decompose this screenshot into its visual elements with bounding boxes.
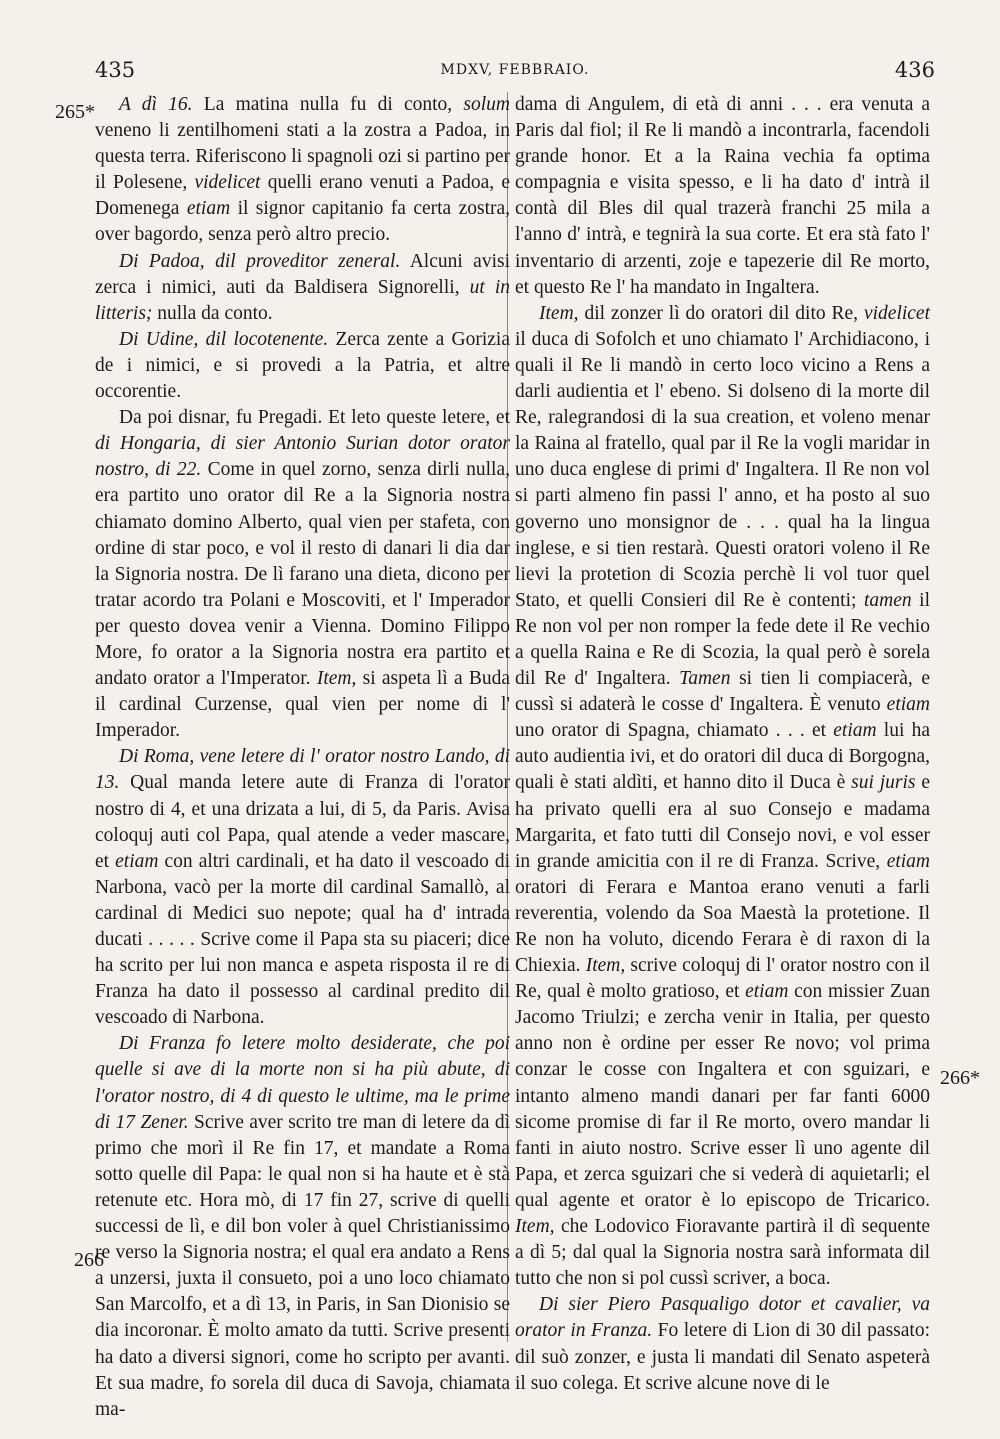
italic-text: Di Padoa, dil proveditor zeneral. <box>119 250 401 272</box>
left-page-number: 435 <box>95 58 136 82</box>
margin-number: 265* <box>55 101 95 123</box>
italic-text: Item, <box>316 668 357 690</box>
italic-text: Di Roma, vene letere di l' orator nostro Lando, di 13. <box>95 746 510 794</box>
paragraph <box>515 92 930 301</box>
italic-text: etiam <box>745 981 789 1003</box>
italic-text: etiam <box>886 850 931 872</box>
body-text: La matina nulla fu di conto, <box>203 94 453 115</box>
body-text: oratori di Ferara e Mantoa erano venuti a farli reverentia, volendo da Soa Maestà la protetione. Il Re non ha voluto, dicendo Ferara è di raxon di la Chiexia. <box>515 876 930 977</box>
italic-text: etiam <box>186 198 231 220</box>
right-column <box>515 92 930 1397</box>
paragraph <box>515 301 930 1293</box>
italic-text: etiam <box>115 850 159 872</box>
body-text: si aspeta lì a Buda il cardinal Curzense, qual vien per nome di l' Imperador. <box>95 668 511 742</box>
running-title: MDXV, FEBBRAIO. <box>440 62 590 78</box>
body-text: con missier Zuan Jacomo Triulzi; e zercha venir in Italia, per questo anno non è ordine per esser Re novo; vol prima conzar le cosse con Ingaltera et con sguizari, e intanto almeno mandi danari per far fanti 6000 sicome promise di far il Re morto, overo mandar li fanti in aiuto nostro. Scrive esser lì uno agente dil Papa, et zerca sguizari che si vederà di aquietarli; el qual agente et orator è lo episcopo de Tricarico. <box>515 981 931 1211</box>
body-text: il duca di Sofolch et uno chiamato l' Archidiacono, i quali il Re li mandò in certo loco vicino a Rens a darli audientia et l' ebeno. Si dolseno di la morte dil Re, ralegrandosi di la sua creation, et voleno menar la Raina al fratello, qual par il Re la vogli maridar in uno duca englese di primi d' Ingaltera. Il Re non vol si parti almeno fin passi l' anno, et ha posto al suo governo uno monsignor de . . . qual ha la lingua inglese, e si tien restarà. Questi oratori voleno il Re lievi la protetion di Scozia perchè li vol tuor quel Stato, et quelli Consieri dil Re è contenti; <box>515 328 930 611</box>
body-text: Scrive aver scrito tre man di letere da dì primo che morì il Re fin 17, et mandate a Roma sotto quelle dil Papa: le qual non si ha haute et è stà retenute etc. Hora mò, di 17 fin 27, scrive di quelli successi de lì, e dil bon voler à quel Christianissimo re verso la Signoria nostra; el qual era andato a Rens a unzersi, juxta il consueto, poi a uno loco chiamato San Marcolfo, et a dì 13, in Paris, in San Dionisio se dia incoronar. È molto amato da tutti. Scrive presenti ha dato a diversi signori, come ho scripto per avanti. Et sua madre, fo sorela dil duca di Savoja, chiamata ma- <box>95 1111 511 1420</box>
italic-text: videlicet <box>194 172 261 194</box>
body-text: il signor capitanio fa certa zostra, over bagordo, senza però altro precio. <box>95 198 511 246</box>
left-column <box>95 92 510 1423</box>
italic-text: Item, <box>515 1216 555 1238</box>
right-page-number: 436 <box>894 58 935 82</box>
paragraph <box>95 249 510 327</box>
paragraph <box>95 405 510 744</box>
body-text: che Lodovico Fioravante partirà il dì sequente a dì 5; dal qual la Signoria nostra sarà informata dil tutto che non si pol cussì scriver, a boca. <box>515 1216 930 1290</box>
italic-text: videlicet <box>863 302 931 324</box>
body-text: con altri cardinali, et ha dato il vescoado di Narbona, vacò per la morte dil cardinal Samallò, al cardinal di Medici suo nepote; qual ha d' intrada ducati . . . . . Scrive come il Papa sta su piaceri; dice ha scrito per lui non manca e aspeta risposta il re di Franza ha dato il possesso al cardinal predito dil vescoado di Narbona. <box>95 850 511 1029</box>
body-text: uno orator di Spagna, chiamato . . . et <box>515 720 827 742</box>
italic-text: Di Udine, dil locotenente. <box>119 328 329 350</box>
italic-text: etiam <box>833 720 877 742</box>
italic-text: sui juris <box>851 772 916 794</box>
body-text: dil zonzer lì do oratori dil dito Re, <box>584 302 859 324</box>
italic-text: ut in litteris; <box>95 276 511 324</box>
body-text: lui ha auto audientia ivi, et do oratori dil duca di Borgogna, quali è stati aldìti, et hanno dito il Duca è <box>515 720 930 794</box>
paragraph <box>95 327 510 405</box>
page-header <box>95 58 935 88</box>
italic-text: etiam <box>886 694 930 716</box>
italic-text: Di sier Piero Pasqualigo dotor et cavalier, va orator in Franza. <box>515 1294 930 1342</box>
italic-text: di Hongaria, di sier Antonio Surian dotor orator nostro, di 22. <box>95 433 510 481</box>
margin-number: 266 <box>74 1249 104 1271</box>
body-text: Qual manda letere aute di Franza di l'orator nostro di 4, et una drizata a lui, di 5, da Paris. Avisa coloquj auti col Papa, qual atende a veder mascare, et <box>95 772 510 872</box>
body-text: dama di Angulem, di età di anni . . . era venuta a Paris dal fiol; il Re li mandò a incontrarla, facendoli grande honor. Et a la Raina vechia fa optima compagnia e visita spesso, e li ha dato d' intrà il contà dil Bles dil qual trazerà franchi 25 mila a l'anno d' intrà, e tegnirà la sua corte. Et era stà fato l' inventario di arzenti, zoje e tapezerie dil Re morto, et questo Re l' ha mandato in Ingaltera. <box>515 94 930 298</box>
body-text: scrive coloquj di l' orator nostro con il Re, qual è molto gratioso, et <box>515 955 931 1003</box>
paragraph <box>95 1031 510 1422</box>
body-text: si tien li compiacerà, e cussì si adaterà le cosse d' Ingaltera. È venuto <box>515 668 931 716</box>
paragraph <box>515 1292 930 1396</box>
body-text: Alcuni avisi zerca i nimici, auti da Baldisera Signorelli, <box>95 250 510 298</box>
paragraph <box>95 744 510 1031</box>
italic-text: solum <box>463 94 511 115</box>
margin-number: 266* <box>940 1067 980 1089</box>
italic-text: Item, <box>585 955 626 977</box>
body-text: Come in quel zorno, senza dirli nulla, era partito uno orator dil Re a la Signoria nostra chiamato domino Alberto, qual vien per stafeta, con ordine di star poco, e vol il resto di danari li dia dar la Signoria nostra. De lì farano una dieta, dicono per tratar acordo tra Polani e Moscoviti, et l' Imperador per questo dovea venir a Vienna. Domino Filippo More, fo orator a la Signoria nostra era partito et andato orator a l'Imperator. <box>95 459 510 690</box>
body-text: Zerca zente a Gorizia de i nimici, e si provedi a la Patria, et altre occorentie. <box>95 328 510 403</box>
body-text: nulla da conto. <box>157 302 273 324</box>
body-text: Fo letere di Lion di 30 dil passato: dil suò zonzer, e justa li mandati dil Senato aspeterà il suo colega. Et scrive alcune nove di le <box>515 1320 930 1394</box>
body-text: Da poi disnar, fu Pregadi. Et leto queste letere, et <box>119 407 510 429</box>
italic-text: Tamen <box>679 668 731 690</box>
italic-text: A dì 16. <box>119 94 193 115</box>
italic-text: Di Franza fo letere molto desiderate, che poi quelle si ave di la morte non si ha più abute, di l'orator nostro, di 4 di questo le ultime, ma le prime di 17 Zener. <box>95 1033 510 1133</box>
paragraph <box>95 92 510 249</box>
body-text: il Re non vol per non romper la fede dete il Re vechio a quella Raina e Re di Scozia, la qual però è sorela dil Re d' Ingaltera. <box>515 589 931 690</box>
body-text: veneno li zentilhomeni stati a la zostra a Padoa, in questa terra. Riferiscono li spagnoli ozi si partino per il Polesene, <box>95 120 510 194</box>
italic-text: tamen <box>863 589 912 611</box>
body-text: e ha privato quelli era al suo Consejo e madama Margarita, et fato tutti dil Consejo novi, e vol esser in grande amicitia con il re di Franza. Scrive, <box>515 772 931 872</box>
body-text: quelli erano venuti a Padoa, e Domenega <box>95 172 510 220</box>
italic-text: Item, <box>539 302 579 324</box>
